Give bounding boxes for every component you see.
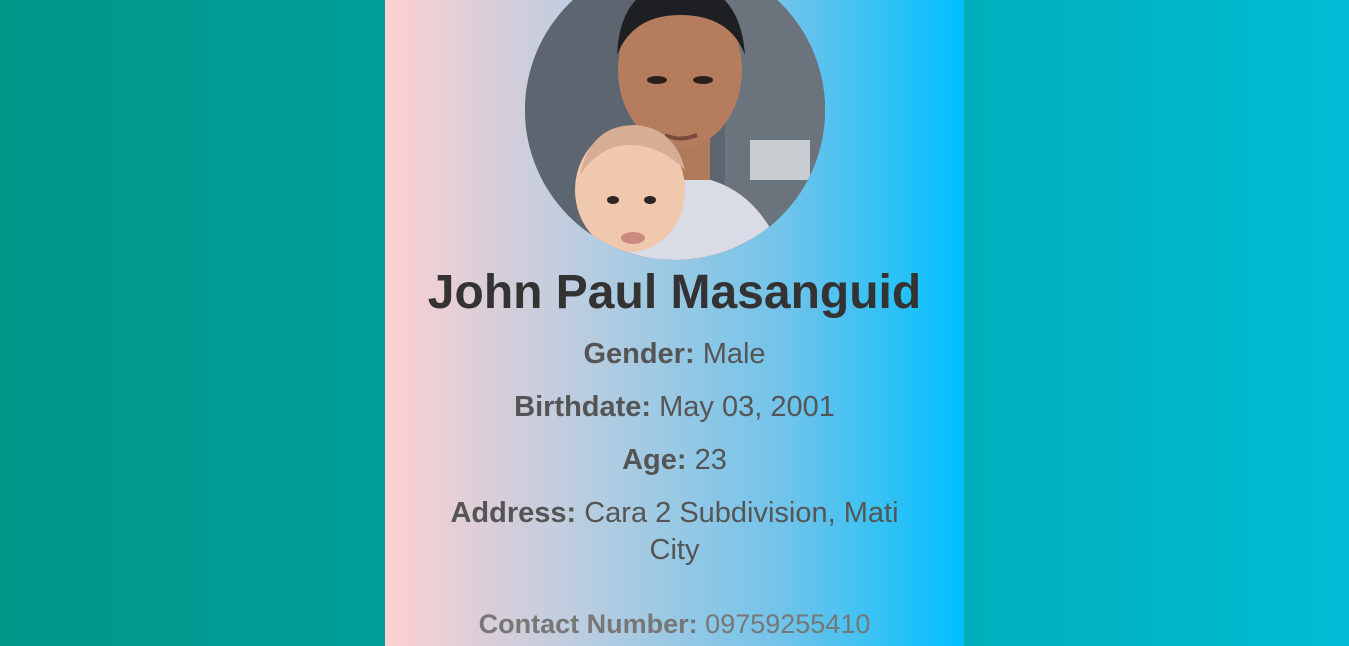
age-label: Age: — [622, 444, 687, 476]
birthdate-label: Birthdate: — [514, 391, 652, 423]
birthdate-row — [425, 389, 924, 426]
birthdate-value: May 03, 2001 — [659, 391, 835, 423]
age-row — [425, 442, 924, 479]
age-value: 23 — [694, 444, 727, 476]
address-value: Cara 2 Subdivision, Mati City — [584, 497, 899, 566]
profile-photo-image — [525, 0, 825, 260]
gender-label: Gender: — [583, 338, 695, 370]
gender-row — [425, 336, 924, 373]
contact-value: 09759255410 — [705, 609, 871, 639]
profile-card — [385, 0, 964, 646]
contact-label: Contact Number: — [478, 609, 698, 639]
profile-name: John Paul Masanguid — [427, 266, 922, 319]
address-row — [425, 495, 924, 569]
address-label: Address: — [450, 497, 577, 529]
contact-row — [425, 606, 924, 643]
profile-avatar — [525, 0, 825, 260]
gender-value: Male — [702, 338, 766, 370]
